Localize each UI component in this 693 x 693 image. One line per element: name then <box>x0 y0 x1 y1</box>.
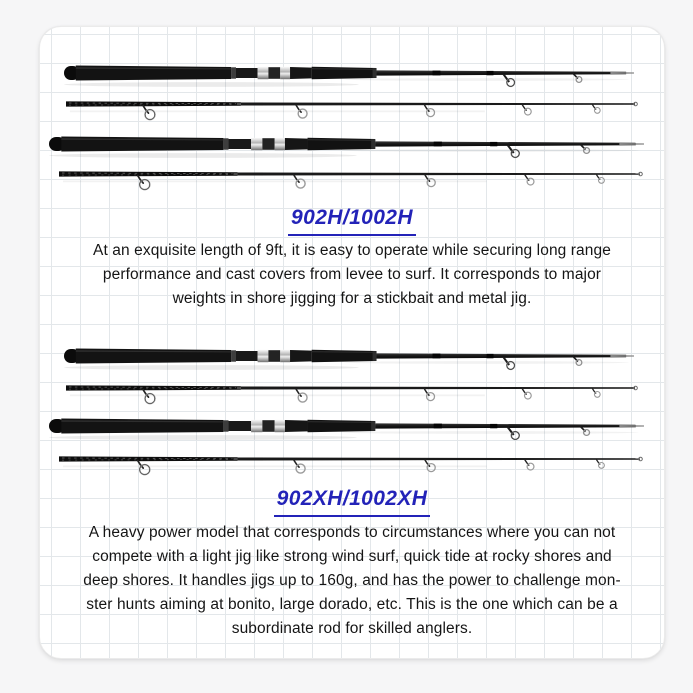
model-description-902h <box>40 239 664 311</box>
model-description-902xh <box>40 521 664 641</box>
model-heading-text: 902XH/1002XH <box>274 484 431 517</box>
description-line: At an exquisite length of 9ft, it is easy to operate while securing long range <box>93 242 611 259</box>
rod-photo-tip-section <box>59 166 644 192</box>
model-heading-902h <box>40 202 664 232</box>
rod-butt-graphic <box>49 129 644 159</box>
model-heading-902xh <box>40 483 664 513</box>
description-line: subordinate rod for skilled anglers. <box>231 620 473 637</box>
description-line: deep shores. It handles jigs up to 160g, and has the power to challenge mon- <box>83 572 621 589</box>
rod-tip-graphic <box>59 451 644 477</box>
rod-butt-graphic <box>64 58 634 88</box>
description-line: performance and cast covers from levee to surf. It corresponds to major <box>102 266 602 283</box>
description-line: A heavy power model that corresponds to circumstances where you can not <box>88 524 616 541</box>
description-line: compete with a light jig like strong wind surf, quick tide at rocky shores and <box>92 548 612 565</box>
rod-photo-butt-section <box>64 341 634 371</box>
rod-tip-graphic <box>66 380 639 406</box>
rod-photo-butt-section <box>49 411 644 441</box>
rod-tip-graphic <box>66 96 639 122</box>
rod-butt-graphic <box>49 411 644 441</box>
rod-butt-graphic <box>64 341 634 371</box>
description-line: ster hunts aiming at bonito, large dorado, etc. This is the one which can be a <box>86 596 618 613</box>
rod-photo-tip-section <box>59 451 644 477</box>
rod-tip-graphic <box>59 166 644 192</box>
rod-photo-tip-section <box>66 96 639 122</box>
grid-panel <box>39 26 665 659</box>
rod-photo-tip-section <box>66 380 639 406</box>
model-heading-text: 902H/1002H <box>288 203 416 236</box>
description-line: weights in shore jigging for a stickbait and metal jig. <box>172 290 532 307</box>
rod-photo-butt-section <box>64 58 634 88</box>
rod-photo-butt-section <box>49 129 644 159</box>
